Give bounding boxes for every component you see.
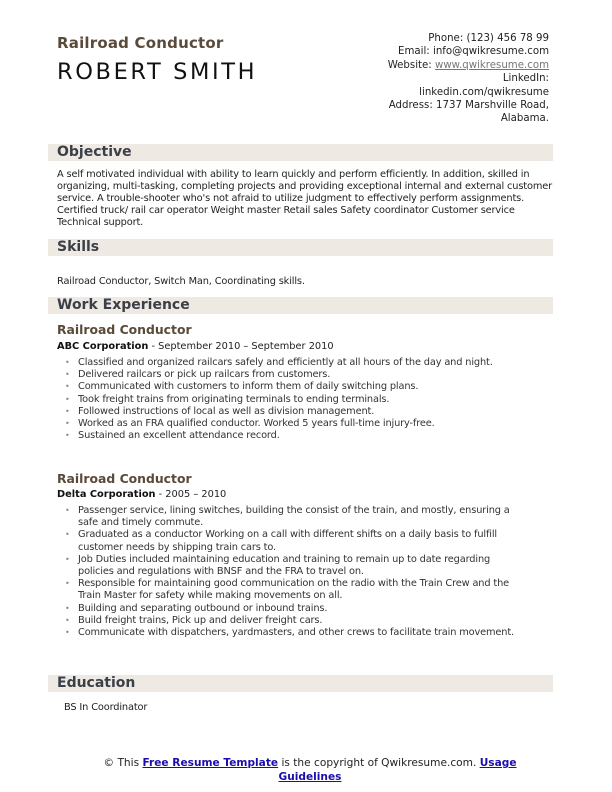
education-title: Education <box>57 675 136 691</box>
bullet-icon: • <box>65 370 70 380</box>
footer-prefix: © This <box>103 757 143 769</box>
person-name: ROBERT SMITH <box>57 59 258 85</box>
bullet-icon: • <box>65 615 70 625</box>
bullet-icon: • <box>65 419 70 429</box>
bullet-item <box>57 381 557 393</box>
bullet-text: Communicated with customers to inform them of daily switching plans. <box>78 381 419 393</box>
bullet-item <box>57 578 527 602</box>
bullet-item <box>57 505 527 529</box>
bullet-text: Followed instructions of local as well as division management. <box>78 405 375 417</box>
website-link[interactable]: www.qwikresume.com <box>434 59 549 71</box>
objective-text: A self motivated individual with ability to learn quickly and perform efficiently. In addition, skilled in organizing, multi-tasking, completing projects and providing exceptional internal and external customer service. A trouble-shooter who's not afraid to utilize judgment to effectively perform assignments. Certified truck/ rail car operator Weight master Retail sales Safety coordinator Customer service Technical support. <box>57 169 552 229</box>
job-role: Railroad Conductor <box>57 322 192 337</box>
bullet-item <box>57 603 527 615</box>
job-role: Railroad Conductor <box>57 471 192 486</box>
bullet-item <box>57 627 527 639</box>
bullet-item <box>57 554 527 578</box>
objective-title: Objective <box>57 144 132 160</box>
job-bullets <box>57 505 527 639</box>
contact-phone <box>349 32 549 45</box>
contact-linkedin: linkedin.com/qwikresume <box>419 86 549 98</box>
email-value: info@qwikresume.com <box>432 46 549 58</box>
bullet-item <box>57 430 557 442</box>
bullet-item <box>57 529 527 553</box>
job-company-line <box>57 489 226 501</box>
bullet-text: Build freight trains, Pick up and deliver freight cars. <box>78 614 323 626</box>
contact-address-line2: Alabama. <box>500 113 549 125</box>
bullet-text: Sustained an excellent attendance record. <box>78 430 280 442</box>
contact-address <box>349 99 549 112</box>
phone-label: Phone: <box>428 33 464 44</box>
bullet-icon: • <box>65 603 70 613</box>
free-resume-template-link[interactable]: Free Resume Template <box>142 757 279 769</box>
bullet-text: Building and separating outbound or inbound trains. <box>78 602 328 614</box>
bullet-text: Delivered railcars or pick up railcars from customers. <box>78 369 331 381</box>
bullet-item <box>57 418 557 430</box>
company-name: ABC Corporation <box>57 341 149 352</box>
bullet-text: Communicate with dispatchers, yardmasters, and other crews to facilitate train movement. <box>78 627 514 639</box>
bullet-item <box>57 394 557 406</box>
bullet-text: Classified and organized railcars safely and efficiently at all hours of the day and night. <box>78 357 493 368</box>
contact-linkedin-label: LinkedIn: <box>502 73 549 85</box>
bullet-icon: • <box>65 554 70 564</box>
bullet-item <box>57 357 557 369</box>
bullet-item <box>57 369 557 381</box>
company-name: Delta Corporation <box>57 489 156 500</box>
skills-text: Railroad Conductor, Switch Man, Coordinating skills. <box>57 276 305 287</box>
bullet-text: Took freight trains from originating terminals to ending terminals. <box>78 393 390 405</box>
bullet-icon: • <box>65 358 70 367</box>
website-label: Website: <box>387 59 432 71</box>
resume-header <box>57 34 257 85</box>
bullet-text: Worked as an FRA qualified conductor. Worked 5 years full-time injury-free. <box>78 418 435 430</box>
job-title: Railroad Conductor <box>57 34 224 52</box>
bullet-text: Job Duties included maintaining education and training to remain up to date regarding policies and regulations with BNSF and the FRA to travel on. <box>78 553 491 578</box>
job-dates: - 2005 – 2010 <box>155 489 227 500</box>
contact-block <box>349 32 549 126</box>
bullet-text: Graduated as a conductor Working on a call with different shifts on a daily basis to fulfill customer needs by shipping train cars to. <box>78 529 497 553</box>
bullet-icon: • <box>65 579 70 589</box>
job-bullets <box>57 357 557 442</box>
phone-value: (123) 456 78 99 <box>466 33 549 44</box>
work-experience-title: Work Experience <box>57 297 190 313</box>
address-label: Address: <box>388 100 433 112</box>
education-text: BS In Coordinator <box>64 702 148 713</box>
contact-email <box>349 45 549 58</box>
bullet-text: Responsible for maintaining good communication on the radio with the Train Crew and the Train Master for safety while making movements on all. <box>78 578 510 602</box>
skills-band <box>48 239 553 256</box>
bullet-item <box>57 615 527 627</box>
bullet-icon: • <box>65 406 70 416</box>
bullet-icon: • <box>65 394 70 404</box>
usage-guidelines-link[interactable]: Usage Guidelines <box>278 757 517 783</box>
bullet-icon: • <box>65 628 70 638</box>
email-label: Email: <box>398 46 430 58</box>
address-line1: 1737 Marshville Road, <box>436 100 549 112</box>
bullet-icon: • <box>65 431 70 441</box>
bullet-icon: • <box>65 382 70 392</box>
bullet-icon: • <box>65 506 70 515</box>
footer-middle: is the copyright of Qwikresume.com. <box>278 757 480 769</box>
job-company-line <box>57 341 334 353</box>
job-dates: - September 2010 – September 2010 <box>148 341 334 352</box>
bullet-item <box>57 406 557 418</box>
copyright-footer <box>80 757 540 784</box>
contact-website <box>349 59 549 72</box>
bullet-icon: • <box>65 530 70 540</box>
skills-title: Skills <box>57 239 100 255</box>
bullet-text: Passenger service, lining switches, building the consist of the train, and mostly, ensuring a safe and timely commute. <box>78 505 510 529</box>
